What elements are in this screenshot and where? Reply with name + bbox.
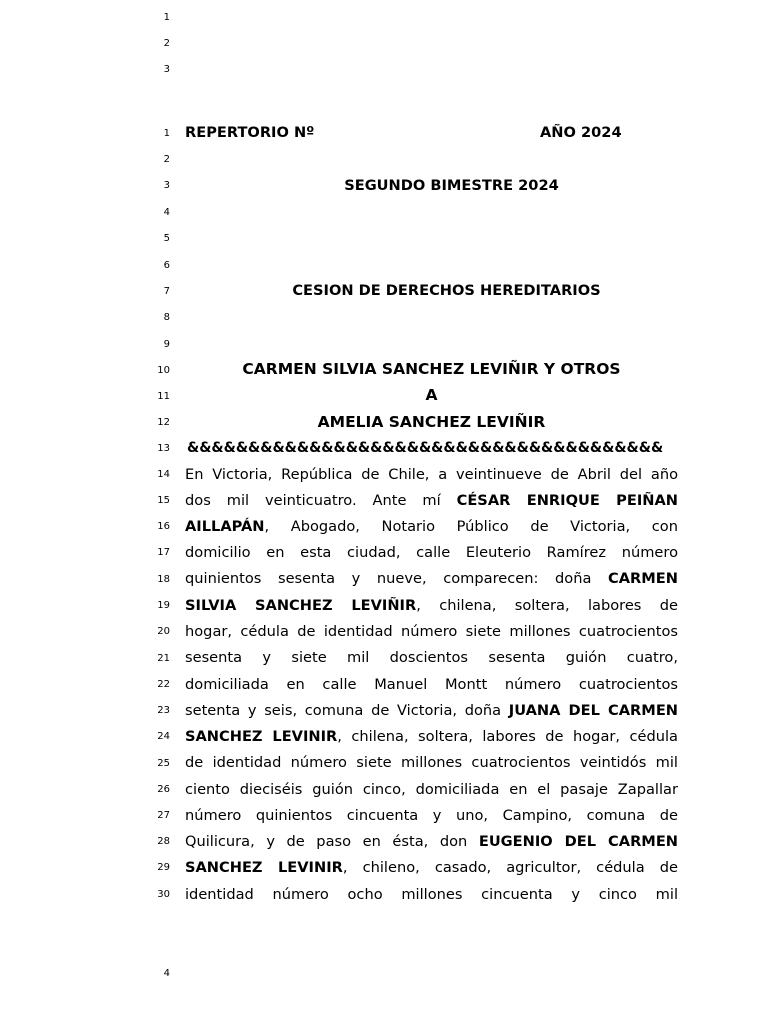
line-number: 8 [163, 312, 170, 323]
line-number: 13 [157, 443, 170, 454]
line-number: 14 [157, 469, 170, 480]
body-line-30: identidad número ocho millones cincuenta y cinco mil [185, 886, 678, 903]
line-number: 3 [163, 180, 170, 191]
body-line-21: sesenta y siete mil doscientos sesenta guión cuatro, [185, 649, 678, 666]
line-number: 20 [157, 626, 170, 637]
body-line-19 [185, 597, 678, 615]
body-text: , chileno, casado, agricultor, cédula de [342, 859, 678, 876]
body-text: Quilicura, y de paso en ésta, don [185, 833, 468, 850]
footer-line-number: 4 [163, 968, 170, 979]
line-number: 17 [157, 547, 170, 558]
line-number: 3 [163, 64, 170, 75]
party-connector: A [425, 386, 438, 404]
body-text: , chilena, soltera, labores de [416, 597, 678, 614]
body-line-16 [185, 518, 678, 536]
line-number: 25 [157, 758, 170, 769]
party-one-heading: CARMEN SILVIA SANCHEZ LEVIÑIR Y OTROS [242, 360, 621, 378]
body-line-15 [185, 492, 678, 510]
line-number: 23 [157, 705, 170, 716]
line-number: 26 [157, 784, 170, 795]
body-text: quinientos sesenta y nueve, comparecen: doña [185, 570, 592, 587]
party-name: CARMEN [608, 570, 678, 587]
body-text: setenta y seis, comuna de Victoria, doña [185, 702, 502, 719]
line-number: 7 [163, 286, 170, 297]
party-name: JUANA DEL CARMEN [508, 702, 678, 719]
line-number: 19 [157, 600, 170, 611]
line-number: 1 [163, 12, 170, 23]
party-name: SILVIA SANCHEZ LEVIÑIR [185, 597, 417, 614]
body-line-14: En Victoria, República de Chile, a veintinueve de Abril del año [185, 466, 678, 483]
body-line-23 [185, 702, 678, 720]
line-number: 16 [157, 521, 170, 532]
line-number: 6 [163, 260, 170, 271]
repertorio-label: REPERTORIO Nº [185, 124, 315, 141]
line-number: 21 [157, 653, 170, 664]
party-name: EUGENIO DEL CARMEN [478, 833, 679, 850]
line-number: 15 [157, 495, 170, 506]
body-line-27: número quinientos cincuenta y uno, Campino, comuna de [185, 807, 678, 824]
line-number: 5 [163, 233, 170, 244]
party-name: SANCHEZ LEVINIR [185, 859, 343, 876]
body-line-18 [185, 570, 678, 588]
line-number: 27 [157, 810, 170, 821]
body-text: , chilena, soltera, labores de hogar, cédula [337, 728, 678, 745]
line-number: 10 [157, 365, 170, 376]
line-number: 2 [163, 38, 170, 49]
body-text: , Abogado, Notario Público de Victoria, con [264, 518, 678, 535]
body-text: dos mil veinticuatro. Ante mí [185, 492, 441, 509]
bimestre-heading: SEGUNDO BIMESTRE 2024 [344, 177, 559, 194]
line-number: 30 [157, 889, 170, 900]
notary-name: CÉSAR ENRIQUE PEIÑAN [456, 492, 678, 509]
deed-type-heading: CESION DE DERECHOS HEREDITARIOS [292, 282, 601, 299]
party-two-heading: AMELIA SANCHEZ LEVIÑIR [317, 413, 546, 431]
body-line-28 [185, 833, 678, 851]
separator-line: &&&&&&&&&&&&&&&&&&&&&&&&&&&&&&&&&&&&&&& [187, 440, 664, 456]
body-line-22: domiciliada en calle Manuel Montt número cuatrocientos [185, 676, 678, 693]
line-number: 11 [157, 391, 170, 402]
body-line-24 [185, 728, 678, 746]
body-line-17: domicilio en esta ciudad, calle Eleuterio Ramírez número [185, 544, 678, 561]
notary-surname: AILLAPÁN [185, 518, 265, 535]
line-number: 2 [163, 154, 170, 165]
line-number: 12 [157, 417, 170, 428]
line-number: 29 [157, 862, 170, 873]
line-number: 1 [163, 128, 170, 139]
line-number: 9 [163, 339, 170, 350]
line-number: 22 [157, 679, 170, 690]
line-number: 18 [157, 574, 170, 585]
year-label: AÑO 2024 [540, 124, 622, 141]
body-line-20: hogar, cédula de identidad número siete millones cuatrocientos [185, 623, 678, 640]
body-line-26: ciento dieciséis guión cinco, domiciliada en el pasaje Zapallar [185, 781, 678, 798]
line-number: 28 [157, 836, 170, 847]
party-name: SANCHEZ LEVINIR [185, 728, 338, 745]
line-number: 24 [157, 731, 170, 742]
body-line-29 [185, 859, 678, 877]
line-number: 4 [163, 207, 170, 218]
body-line-25: de identidad número siete millones cuatrocientos veintidós mil [185, 754, 678, 771]
